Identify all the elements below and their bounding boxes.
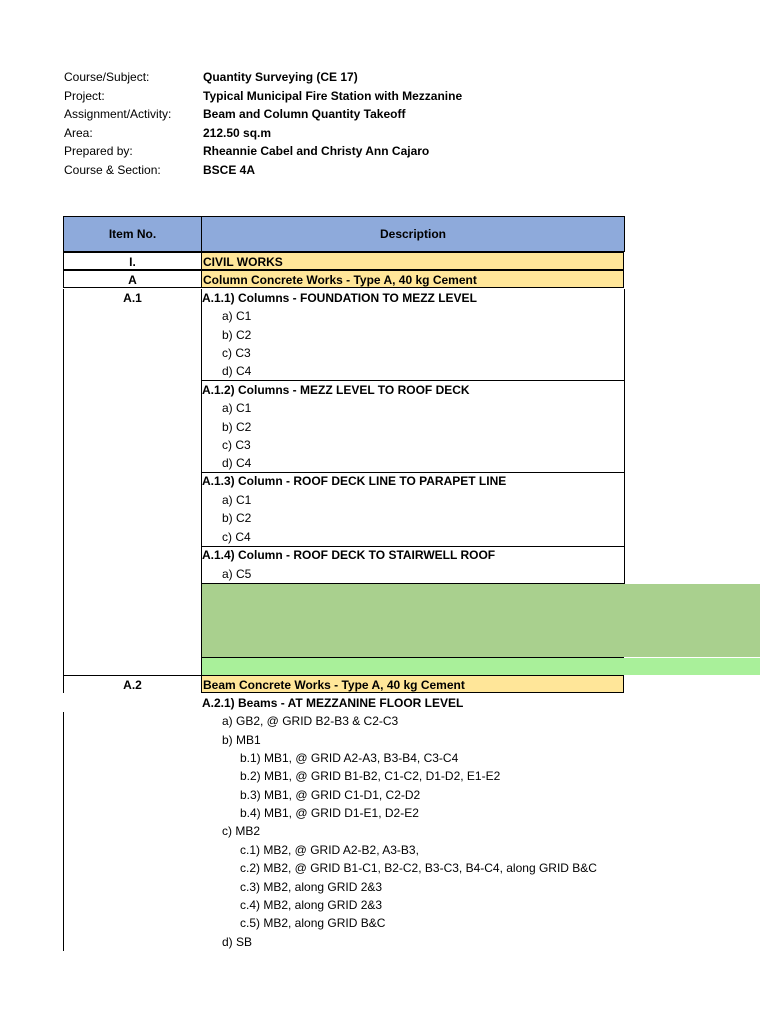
a21-item: d) SB	[222, 934, 253, 949]
a14-item: a) C5	[222, 566, 252, 581]
desc-column-concrete-works: Column Concrete Works - Type A, 40 kg Cement	[201, 270, 624, 288]
a21-item: b) MB1	[222, 732, 261, 747]
project-info	[64, 68, 462, 179]
a21-subitem: b.2) MB1, @ GRID B1-B2, C1-C2, D1-D2, E1-E2	[240, 769, 501, 783]
area-label: Area:	[64, 125, 93, 140]
grid-line	[624, 289, 625, 584]
a21-subitem: c.1) MB2, @ GRID A2-B2, A3-B3,	[240, 842, 419, 857]
a13-item: b) C2	[222, 511, 252, 525]
a21-subitem: b.3) MB1, @ GRID C1-D1, C2-D2	[240, 787, 421, 802]
info-row-project	[64, 87, 462, 106]
area-value: 212.50 sq.m	[203, 125, 272, 140]
grid-line	[201, 289, 202, 693]
a12-item: b) C2	[222, 419, 252, 434]
a21-subitem: c.3) MB2, along GRID 2&3	[240, 879, 383, 894]
info-row-prepared	[64, 142, 462, 161]
info-row-assignment	[64, 105, 462, 124]
item-no-A1: A.1	[123, 291, 142, 305]
course-label: Course/Subject:	[64, 70, 150, 84]
a12-item: d) C4	[222, 456, 252, 470]
column-header-item-no: Item No.	[63, 216, 202, 252]
section-value: BSCE 4A	[203, 162, 256, 177]
a11-item: b) C2	[222, 327, 252, 342]
a21-subitem: c.2) MB2, @ GRID B1-C1, B2-C2, B3-C3, B4-C4, along GRID B&C	[240, 861, 597, 875]
a11-title: A.1.1) Columns - FOUNDATION TO MEZZ LEVEL	[202, 291, 477, 305]
info-row-area	[64, 124, 462, 143]
a21-item: c) MB2	[222, 824, 261, 838]
a12-item: a) C1	[222, 401, 252, 415]
a21-subitem: b.1) MB1, @ GRID A2-A3, B3-B4, C3-C4	[240, 751, 459, 765]
project-value: Typical Municipal Fire Station with Mezzanine	[203, 88, 463, 103]
item-no-A2: A.2	[123, 678, 142, 692]
grid-line	[63, 712, 64, 951]
a11-item: d) C4	[222, 364, 252, 378]
info-row-course	[64, 68, 462, 87]
project-label: Project:	[64, 88, 105, 103]
a13-title: A.1.3) Column - ROOF DECK LINE TO PARAPET LINE	[202, 474, 507, 488]
assignment-value: Beam and Column Quantity Takeoff	[203, 107, 406, 121]
a12-item: c) C3	[222, 438, 251, 452]
course-value: Quantity Surveying (CE 17)	[203, 70, 358, 84]
prepared-value: Rheannie Cabel and Christy Ann Cajaro	[203, 144, 430, 158]
a21-subitem: c.5) MB2, along GRID B&C	[240, 916, 386, 930]
a21-title: A.2.1) Beams - AT MEZZANINE FLOOR LEVEL	[202, 696, 464, 710]
item-no-I: I.	[63, 252, 202, 270]
a13-item: c) C4	[222, 529, 251, 544]
a11-item: c) C3	[222, 346, 251, 360]
desc-beam-concrete-works: Beam Concrete Works - Type A, 40 kg Cement	[201, 675, 624, 693]
green-highlight-block	[202, 584, 760, 657]
a14-title: A.1.4) Column - ROOF DECK TO STAIRWELL ROOF	[202, 548, 496, 562]
desc-civil-works: CIVIL WORKS	[201, 252, 624, 270]
item-no-A: A	[63, 270, 202, 288]
info-row-section	[64, 161, 462, 180]
a21-subitem: b.4) MB1, @ GRID D1-E1, D2-E2	[240, 806, 419, 820]
grid-line	[63, 289, 64, 693]
prepared-label: Prepared by:	[64, 144, 133, 158]
a21-item: a) GB2, @ GRID B2-B3 & C2-C3	[222, 714, 399, 728]
assignment-label: Assignment/Activity:	[64, 107, 172, 121]
a21-subitem: c.4) MB2, along GRID 2&3	[240, 898, 383, 912]
section-label: Course & Section:	[64, 162, 161, 177]
a12-title: A.1.2) Columns - MEZZ LEVEL TO ROOF DECK	[202, 383, 470, 397]
a11-item: a) C1	[222, 309, 252, 323]
column-header-description: Description	[201, 216, 625, 252]
a13-item: a) C1	[222, 492, 252, 507]
green-highlight-strip	[202, 658, 760, 675]
